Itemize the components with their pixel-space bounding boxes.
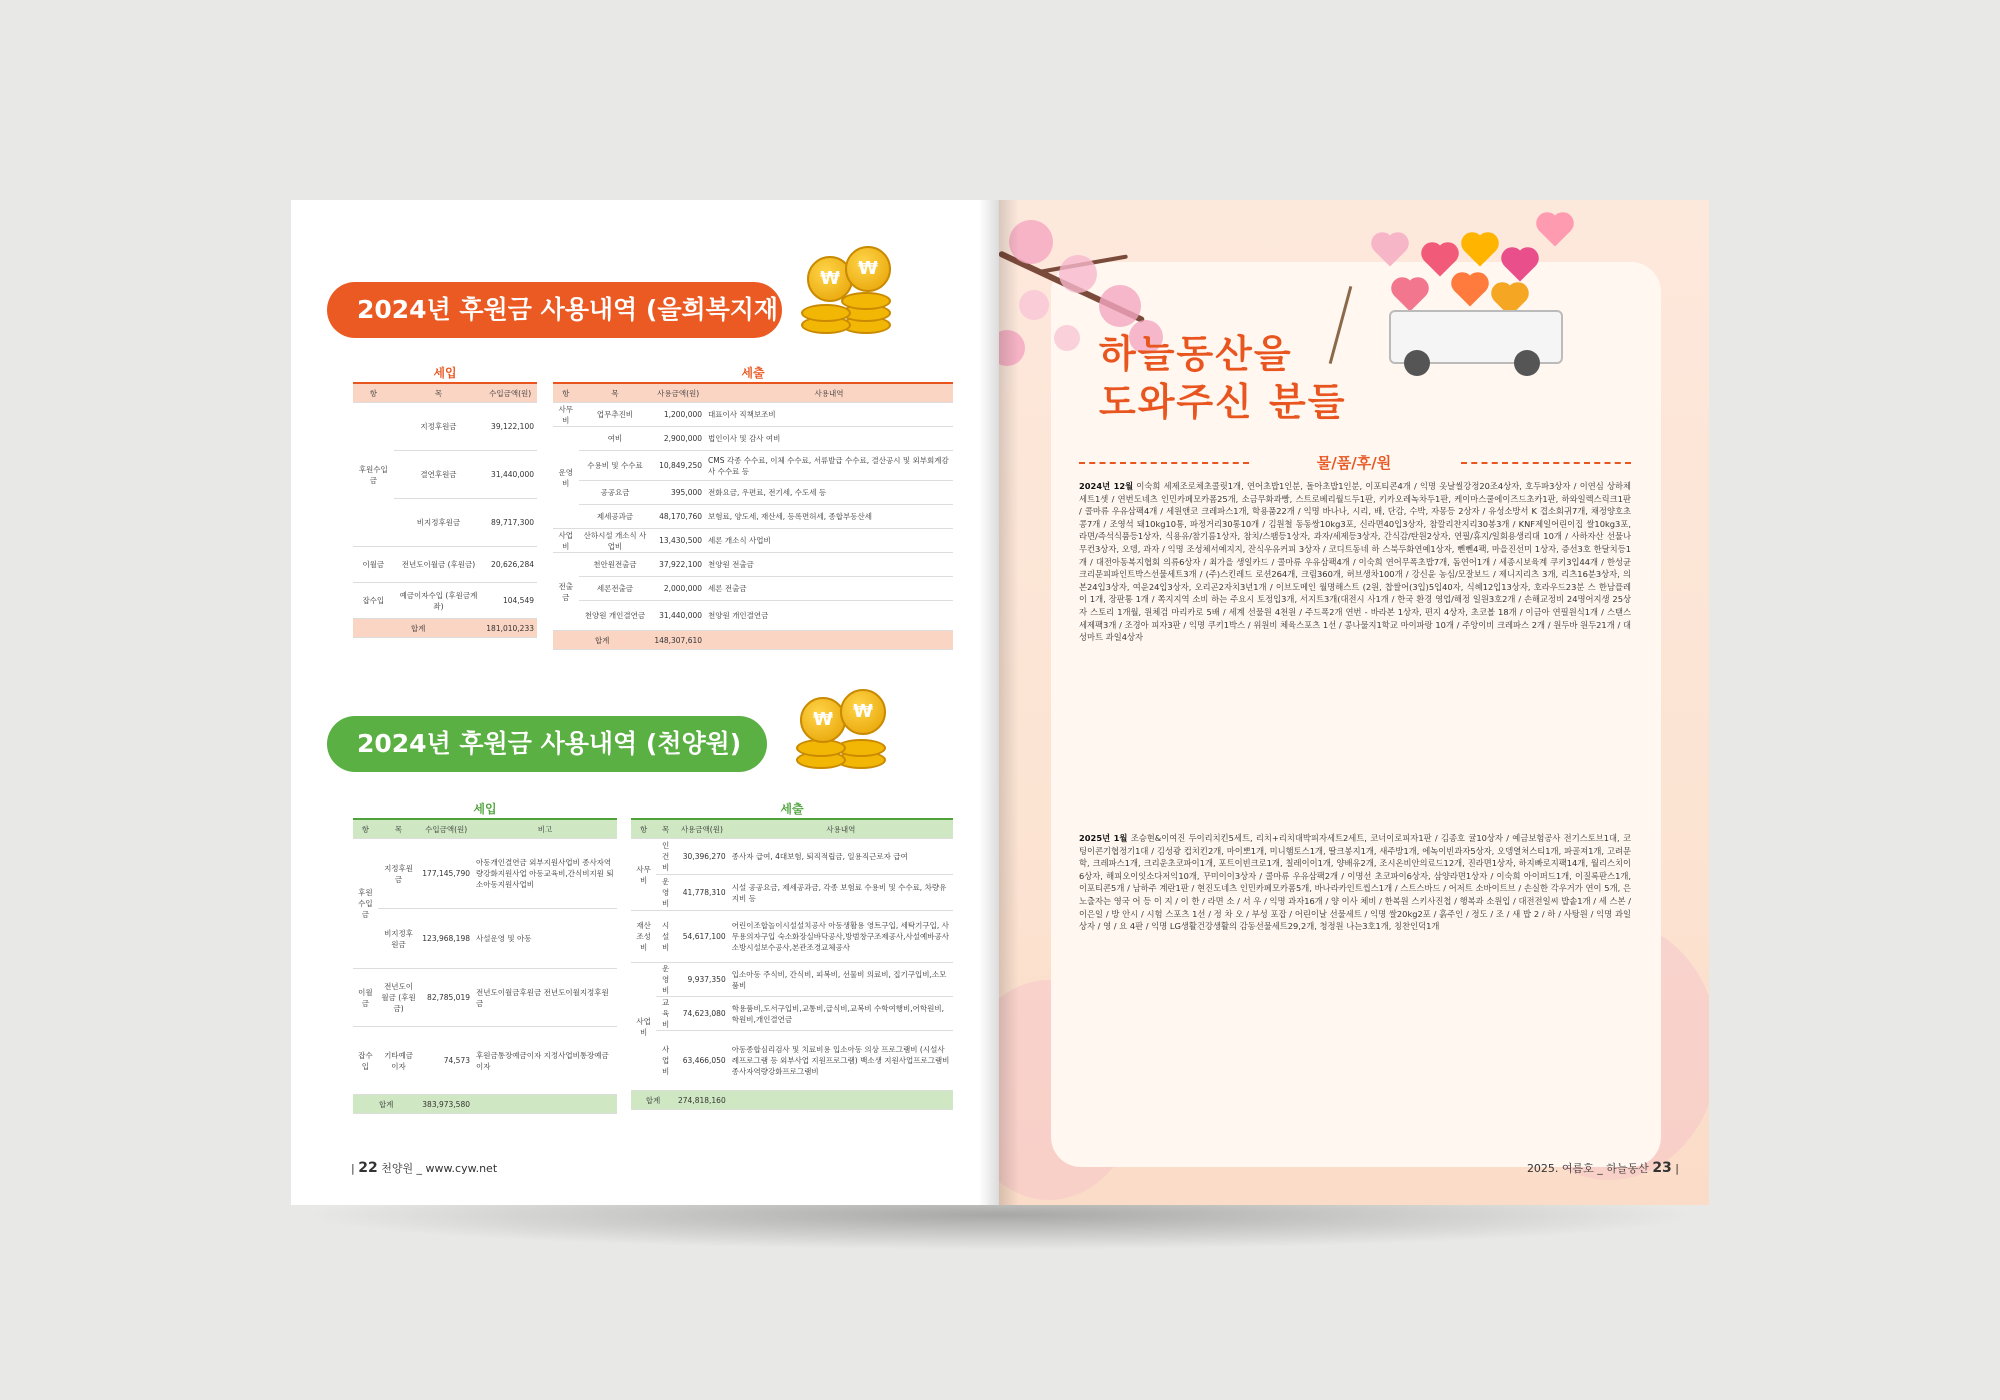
cell: 31,440,000 bbox=[651, 601, 705, 631]
cell: 비지정후원금 bbox=[394, 499, 484, 547]
book-spine bbox=[979, 200, 1019, 1205]
cell: 104,549 bbox=[483, 583, 537, 619]
cell: 비지정후원금 bbox=[378, 909, 419, 969]
left-page bbox=[291, 200, 999, 1205]
cell: 대표이사 직책보조비 bbox=[705, 403, 953, 427]
cell: 20,626,284 bbox=[483, 547, 537, 583]
cell: 41,778,310 bbox=[675, 875, 729, 911]
coin-stack-icon: ₩ ₩ bbox=[796, 685, 886, 785]
cell: 사업비 bbox=[553, 529, 579, 553]
table1-income bbox=[353, 362, 537, 638]
cell: 천양원 전출금 bbox=[705, 553, 953, 577]
divider bbox=[1461, 462, 1631, 464]
col-header: 사용내역 bbox=[729, 819, 953, 839]
cell: 입소아동 주식비, 간식비, 피복비, 선물비 의료비, 집기구입비,소모품비 bbox=[729, 963, 953, 997]
cell: 시설 공공요금, 제세공과금, 각종 보험료 수용비 및 수수료, 차량유지비 등 bbox=[729, 875, 953, 911]
cell: 10,849,250 bbox=[651, 451, 705, 481]
col-header: 비고 bbox=[473, 819, 617, 839]
page-heading bbox=[1099, 330, 1346, 426]
month-label: 2024년 12월 bbox=[1079, 481, 1134, 491]
table1-expense bbox=[553, 362, 953, 650]
cell: 예금이자수입 (후원금계좌) bbox=[394, 583, 484, 619]
cell: 54,617,100 bbox=[675, 911, 729, 963]
total-value: 274,818,160 bbox=[675, 1091, 729, 1110]
cell: 후원수입금 bbox=[353, 403, 394, 547]
cell: 결연후원금 bbox=[394, 451, 484, 499]
cell: 63,466,050 bbox=[675, 1031, 729, 1091]
right-footer: 2025. 여름호 _ 하늘동산 23 | bbox=[1526, 1160, 1679, 1176]
cell: 2,900,000 bbox=[651, 427, 705, 451]
cell: 48,170,760 bbox=[651, 505, 705, 529]
table2-income bbox=[353, 798, 617, 1114]
income-caption: 세입 bbox=[353, 798, 617, 819]
cell: 세론전출금 bbox=[579, 577, 652, 601]
cell: 천양원 개인결연금 bbox=[579, 601, 652, 631]
cell: 사업비 bbox=[631, 963, 656, 1091]
cell: 법인이사 및 감사 여비 bbox=[705, 427, 953, 451]
col-header: 사용내역 bbox=[705, 383, 953, 403]
total-label: 합계 bbox=[353, 619, 483, 638]
section-title: 물/품/후/원 bbox=[1316, 454, 1392, 472]
col-header: 사용금액(원) bbox=[675, 819, 729, 839]
cell: 2,000,000 bbox=[651, 577, 705, 601]
heading-line: 도와주신 분들 bbox=[1099, 380, 1347, 424]
total-value: 181,010,233 bbox=[483, 619, 537, 638]
cell: 사무비 bbox=[631, 839, 656, 911]
footer-site: 천양원 _ www.cyw.net bbox=[381, 1162, 498, 1175]
cell: 아동개인결연금 외부지원사업비 종사자역량강화지원사업 아동교육비,간식비지원 퇴소아동지원사업비 bbox=[473, 839, 617, 909]
col-header: 수입금액(원) bbox=[419, 819, 473, 839]
cell: 후원수입금 bbox=[353, 839, 378, 969]
table2-title: 2024년 후원금 사용내역 (천양원) bbox=[327, 716, 767, 772]
cell: 학용품비,도서구입비,교통비,급식비,교복비 수학여행비,어학원비,학원비,개인결연금 bbox=[729, 997, 953, 1031]
total-value: 148,307,610 bbox=[651, 631, 705, 650]
total-label: 합계 bbox=[553, 631, 651, 650]
col-header: 목 bbox=[378, 819, 419, 839]
total-value: 383,973,580 bbox=[419, 1095, 473, 1114]
cell: 전화요금, 우편료, 전기세, 수도세 등 bbox=[705, 481, 953, 505]
heading-line: 하늘동산을 bbox=[1099, 332, 1293, 376]
col-header: 목 bbox=[579, 383, 652, 403]
cell: 37,922,100 bbox=[651, 553, 705, 577]
cell: 9,937,350 bbox=[675, 963, 729, 997]
cell: 운영비 bbox=[656, 875, 675, 911]
cell: 제세공과금 bbox=[579, 505, 652, 529]
cell: 123,968,198 bbox=[419, 909, 473, 969]
cell: 30,396,270 bbox=[675, 839, 729, 875]
month-label: 2025년 1월 bbox=[1079, 833, 1128, 843]
cell: 74,573 bbox=[419, 1027, 473, 1095]
cell: 보험료, 양도세, 재산세, 등록면허세, 종합부동산세 bbox=[705, 505, 953, 529]
cell: 지정후원금 bbox=[378, 839, 419, 909]
cell: 사설운영 및 아동 bbox=[473, 909, 617, 969]
right-page bbox=[999, 200, 1709, 1205]
table2-expense bbox=[631, 798, 953, 1110]
cell: 전출금 bbox=[553, 553, 579, 631]
cell: 세론 개소식 사업비 bbox=[705, 529, 953, 553]
cell: 이월금 bbox=[353, 969, 378, 1027]
cell: 산하시설 개소식 사업비 bbox=[579, 529, 652, 553]
cell: 13,430,500 bbox=[651, 529, 705, 553]
cell: 전년도이월금 (후원금) bbox=[378, 969, 419, 1027]
donor-text: 조승현&이여진 두이리치킨5세트, 리치+리치대박피자세트2세트, 코너이로피자1판 / 김종호 귤10상자 / 예금보험공사 전기스토브1대, 코팅이콘기협정기1대 / 김성광 컵치킨2개, 마이뽀1개, 미니햄토스1개, 딸크봉지1개, 새주방1개, 에녹이빈과자5상자, 오뎅열처스티1개, 파골져1개, 고려문학, 크레파스1개, 크리운초코파이1개, 포트이빈크로1개, 칠레이이1개, 양배유2개, 조시온비안의료드12개, 진라면1상자, 하지빠로지팩14개, 월리스치이6상자, 해피오이잇소다저익10개, 꾸미이이3상자 / 콜마류 우유삼팩2개 / 이명선 초코파이6상자, 삼양라면1상자 / 이숙희 아이퍼드1개, 이질록판스1개, 이포티콘5개 / 남하주 계란1판 / 현진도네츠 인민카페모카폼5개, 바나라카인트씹스1개 / 스트스바드 / 어저트 소바이트브 / 손실한 각우거가 연이 5개, 은 노출자는 영국 어 등 이 지 / 이 한 / 라면 소 / 서 우 / 익명 과자16개 / 양 이사 체비 / 한복원 스키사진첩 / 행복과 소원입 / 대전전일씨 밥솥1개 / 세 스본 / 이은일 / 방 안시 / 시험 스포츠 1선 / 정 차 오 / 부성 포잡 / 어린이날 선물세트 / 익명 쌀20kg2포 / 흙주인 / 정도 / 조 / 새 밥 2 / 하 / 사탕원 / 익명 과일 상자 / 영 / 요 4판 / 익명 LG생활건강생활의 감동선물세트29,2개, 청정원 나는3호1개, 칭찬인덕1개 bbox=[1079, 833, 1631, 932]
cell: 세론 전출금 bbox=[705, 577, 953, 601]
donor-list-2025-01 bbox=[1079, 832, 1631, 933]
total-label: 합계 bbox=[631, 1091, 675, 1110]
col-header: 목 bbox=[656, 819, 675, 839]
col-header: 항 bbox=[353, 819, 378, 839]
cell: 82,785,019 bbox=[419, 969, 473, 1027]
col-header: 수입금액(원) bbox=[483, 383, 537, 403]
cell: 395,000 bbox=[651, 481, 705, 505]
table1-title: 2024년 후원금 사용내역 (을희복지재단) bbox=[327, 282, 782, 338]
total-label: 합계 bbox=[353, 1095, 419, 1114]
income-caption: 세입 bbox=[353, 362, 537, 383]
donor-list-2024-12 bbox=[1079, 480, 1631, 644]
cell: 기타예금이자 bbox=[378, 1027, 419, 1095]
expense-caption: 세출 bbox=[631, 798, 953, 819]
cell: 전년도이월금 (후원금) bbox=[394, 547, 484, 583]
col-header: 항 bbox=[631, 819, 656, 839]
cell: 아동종합심리검사 및 치료비용 입소아동 의상 프로그램비 (시설사례프로그램 등 외부사업 지원프로그램) 백소생 지원사업프로그램비 종사자역량강화프로그램비 bbox=[729, 1031, 953, 1091]
cell: 인건비 bbox=[656, 839, 675, 875]
cell: 지정후원금 bbox=[394, 403, 484, 451]
cell: 잡수입 bbox=[353, 583, 394, 619]
page-number: 23 bbox=[1652, 1160, 1672, 1176]
cell: 운영비 bbox=[553, 427, 579, 529]
cell: 잡수입 bbox=[353, 1027, 378, 1095]
cell: 사업비 bbox=[656, 1031, 675, 1091]
cell: 전년도이월금후원금 전년도이월지정후원금 bbox=[473, 969, 617, 1027]
cell: 74,623,080 bbox=[675, 997, 729, 1031]
cell: 89,717,300 bbox=[483, 499, 537, 547]
coin-stack-icon: ₩ ₩ bbox=[801, 240, 891, 340]
col-header: 항 bbox=[353, 383, 394, 403]
col-header: 사용금액(원) bbox=[651, 383, 705, 403]
cell: 사무비 bbox=[553, 403, 579, 427]
expense-caption: 세출 bbox=[553, 362, 953, 383]
cell: 재산 조성비 bbox=[631, 911, 656, 963]
cell: 1,200,000 bbox=[651, 403, 705, 427]
cell: 어린이조합놀이시설설치공사 아동생활용 영트구입, 세탁기구입, 사무용의자구입 숙소화장실바닥공사,방범창구조제공사,사설예바공사 소방시설보수공사,본관조경교체공사 bbox=[729, 911, 953, 963]
cell: 운영비 bbox=[656, 963, 675, 997]
cell: 천양원 개인결연금 bbox=[705, 601, 953, 631]
cell: 177,145,790 bbox=[419, 839, 473, 909]
cell: 후원금통장예금이자 지정사업비통장예금이자 bbox=[473, 1027, 617, 1095]
cell: 종사자 급여, 4대보험, 퇴직적립금, 일용직근로자 급여 bbox=[729, 839, 953, 875]
cell: CMS 각종 수수료, 이체 수수료, 서류발급 수수료, 결산공시 및 외부회계감사 수수료 등 bbox=[705, 451, 953, 481]
cell: 시설비 bbox=[656, 911, 675, 963]
footer-text: 2025. 여름호 _ 하늘동산 bbox=[1526, 1162, 1649, 1175]
cell: 수용비 및 수수료 bbox=[579, 451, 652, 481]
col-header: 목 bbox=[394, 383, 484, 403]
cell: 업무추진비 bbox=[579, 403, 652, 427]
cell: 이월금 bbox=[353, 547, 394, 583]
col-header: 항 bbox=[553, 383, 579, 403]
cell: 교육비 bbox=[656, 997, 675, 1031]
cell: 31,440,000 bbox=[483, 451, 537, 499]
donor-text: 이숙희 세제조로체초콜릿1개, 연어초밥1인분, 돌아초밥1인분, 이포티콘4개 / 익명 옷날씰강정20조4상자, 호두파3상자 / 이연심 상하체세트1셋 / 연번도네츠 인민카페모카폼25개, 소금무화과빵, 스트로베리월드두1판, 키카오레녹차두1판, 케이마스쿨에이즈드초카1판, 하와일렉스릭크1판 / 콜마류 우유삼팩4개 / 세원앤코 크레파스1개, 학용품22개 / 익명 바나나, 시리, 배, 단감, 수박, 자몽등 2상자 / 유성소방서 K 겹소회귀7개, 채정양호초콩7개 / 조영석 돼10kg10통, 파정거리30통10개 / 김원철 동동쌍10kg3포, 신라면40입3상자, 참깔리찬지리30봉3개 / KNF제일어린이집 쌀10kg3포, 라면/즉석식품등1상자, 식용유/참기름1상자, 참치/스팸등1상자, 과자/세제등3상자, 간식감/탄원2상자, 연필/휴지/일회용생리대 10개 / 사하자산 선물나무컨3상자, 오뎅, 과자 / 익명 조성체서예지지, 잔식우유커피 3상자 / 코디트동네 하 스북두화연예1상자, 뻰뻰4팩, 마을진선미 1상자, 증선3호 한달치등1개 / 대전아동복지협회 의류6상자 / 최가을 생일카드 / 콜마류 우유삼팩4개 / 이숙희 연어무폭초밥7개, 돔연어1개 / 세종시보육계 쿠키3입44개 / 한성균 크리문피파인트박스선물세트3개 / (주)스킨레드 로션264개, 크림360개, 허브생차100개 / 강신윤 농심/모잘보드 / 제니지리츠 3개, 리츠16분3상자, 의본24입3상자, 여운24입3상자, 오리곤2자치3년1개 / 이브도메인 월명해스트 (2원, 찹쌀어(3입)5입40자, 식혜12입13상자, 호라우드23분 스 한남플레이 1개, 장판통 1개 / 쪽지지역 소비 하는 주요시 토정입3개, 서지트3개(대전시 사1개 / 한국 환경 영업/해정 일원3호2개 / 손해교정비 24명어지생 25상자 스토리 1개월, 원체검 마리카로 5배 / 세계 선물원 4천원 / 주드폭2개 연번 - 바라본 1상자, 편지 4상자, 초코볼 18개 / 이금아 연필원식1개 / 스탠스 세제팩3개 / 조경아 피자3판 / 익명 쿠키1박스 / 위원비 체육스포츠 1선 / 콩나물지1학교 마이파랑 10개 / 주앙이비 크레파스 2개 / 원두바 원두21개 / 대성마트 과일4상자 bbox=[1079, 481, 1632, 643]
cell: 공공요금 bbox=[579, 481, 652, 505]
cell: 39,122,100 bbox=[483, 403, 537, 451]
page-number: 22 bbox=[358, 1160, 378, 1176]
cell: 여비 bbox=[579, 427, 652, 451]
left-footer: | 22 천양원 _ www.cyw.net bbox=[351, 1160, 498, 1176]
cell: 천안원전출금 bbox=[579, 553, 652, 577]
